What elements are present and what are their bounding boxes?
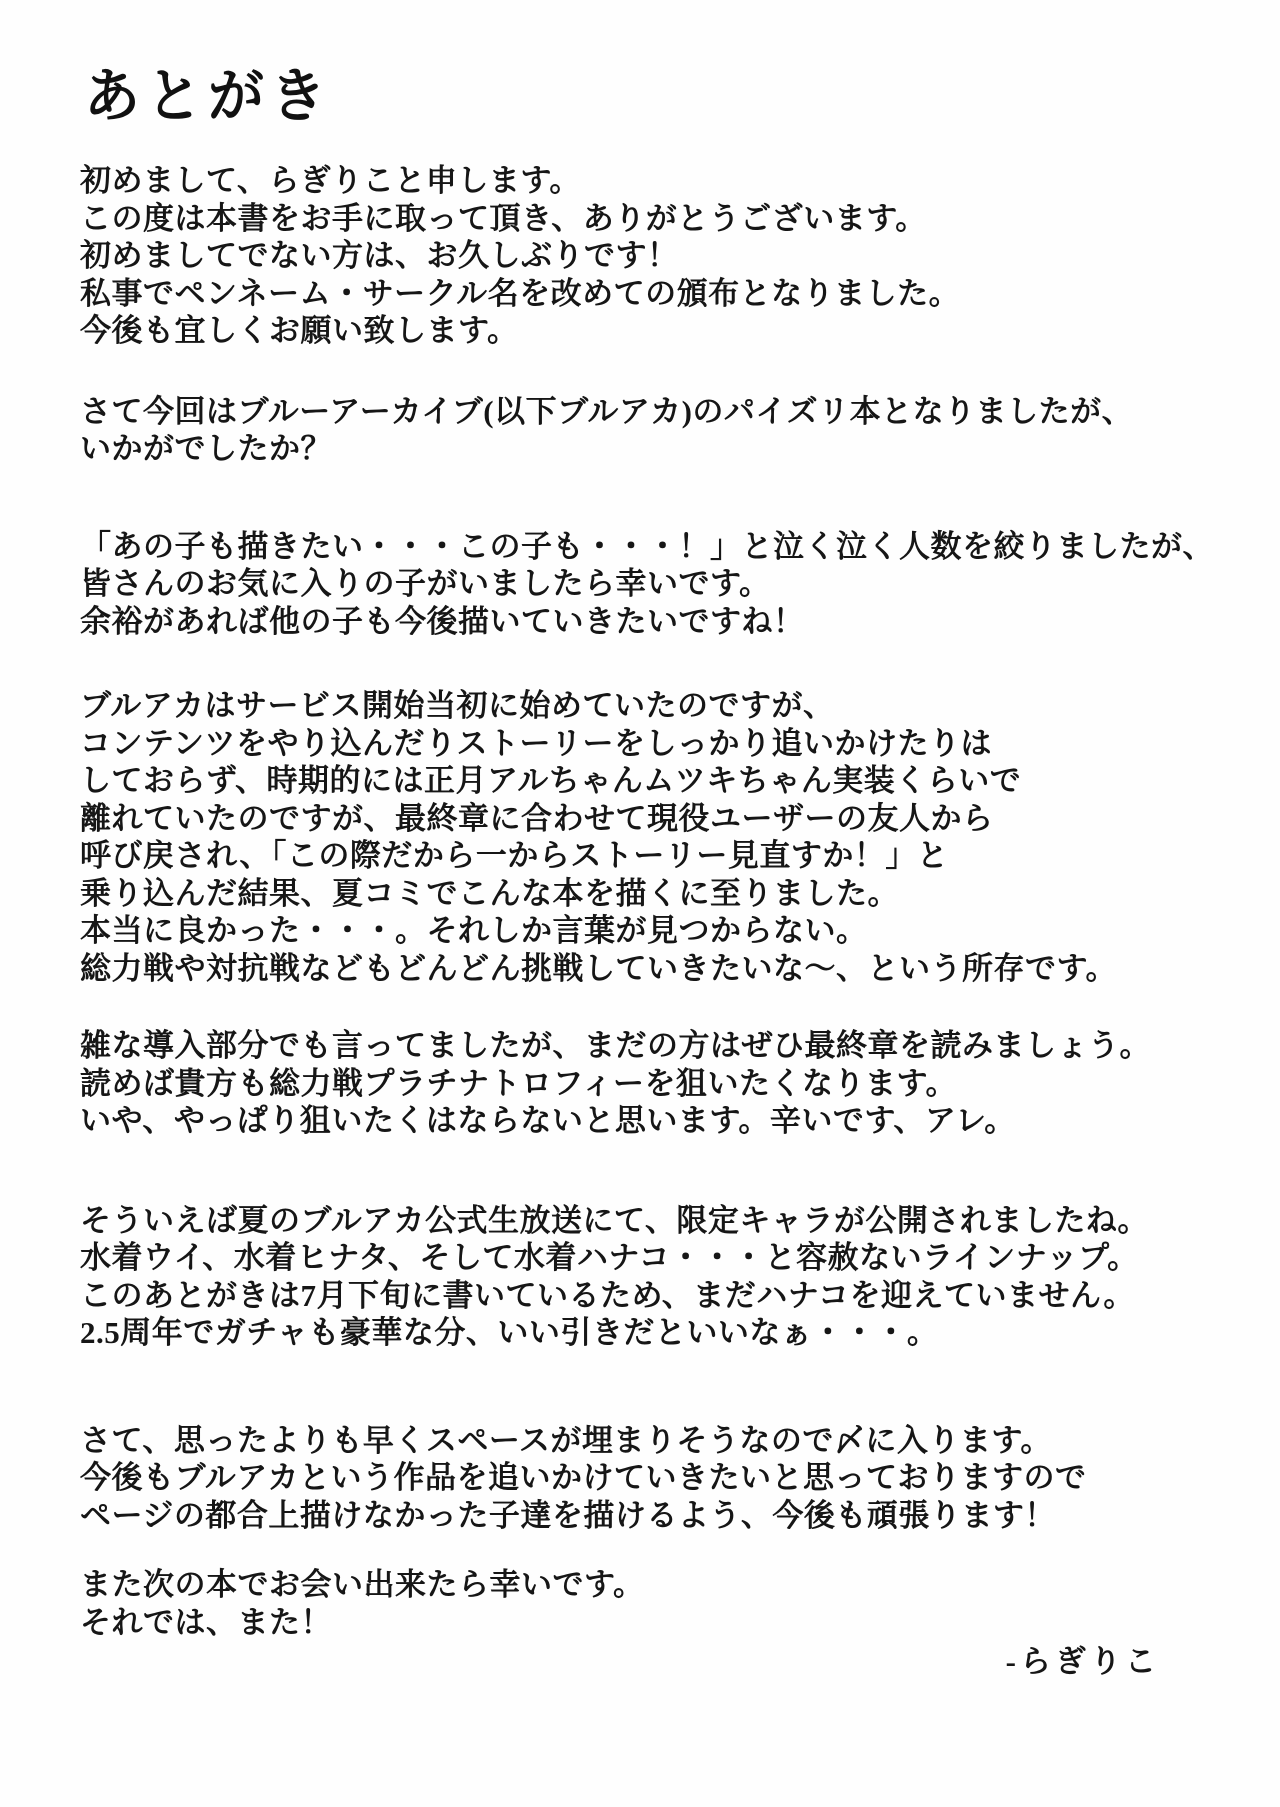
paragraph-farewell [80, 1566, 1232, 1641]
paragraph-game-history [80, 687, 1232, 987]
text-line: ページの都合上描けなかった子達を描けるよう、今後も頑張ります！ [80, 1497, 1056, 1533]
text-line: 初めまして、らぎりこと申します。 [80, 163, 581, 198]
paragraph-book-intro [80, 393, 1232, 468]
text-line: 初めましてでない方は、お久しぶりです！ [80, 238, 679, 273]
page-title: あとがき [84, 62, 332, 131]
text-line: 離れていたのですが、最終章に合わせて現役ユーザーの友人から [80, 800, 994, 836]
text-line: 2.5周年でガチャも豪華な分、いい引きだといいなぁ・・・。 [80, 1315, 939, 1350]
text-line: この度は本書をお手に取って頂き、ありがとうございます。 [80, 200, 927, 236]
text-line: 読めば貴方も総力戦プラチナトロフィーを狙いたくなります。 [80, 1065, 958, 1101]
text-line: 余裕があれば他の子も今後描いていきたいですね！ [80, 603, 805, 639]
text-line: 「あの子も描きたい・・・この子も・・・！」と泣く泣く人数を絞りましたが、 [80, 528, 1214, 564]
text-line: 今後もブルアカという作品を追いかけていきたいと思っておりますので [80, 1460, 1087, 1495]
text-line: いかがでしたか？ [80, 431, 332, 466]
text-line: 雑な導入部分でも言ってましたが、まだの方はぜひ最終章を読みましょう。 [80, 1028, 1151, 1063]
paragraph-closing [80, 1422, 1232, 1535]
paragraph-characters [80, 528, 1232, 641]
text-line: このあとがきは7月下旬に書いているため、まだハナコを迎えていません。 [80, 1277, 1135, 1313]
text-line: しておらず、時期的には正月アルちゃんムツキちゃん実装くらいで [80, 763, 1022, 798]
text-line: また次の本でお会い出来たら幸いです。 [80, 1567, 645, 1602]
author-signature: -らぎりこ [1005, 1644, 1160, 1679]
text-line: 乗り込んだ結果、夏コミでこんな本を描くに至りました。 [80, 875, 899, 911]
text-line: それでは、また！ [80, 1604, 332, 1640]
paragraph-summer-broadcast [80, 1202, 1232, 1352]
text-line: いや、やっぱり狙いたくはならないと思います。辛いです、アレ。 [80, 1103, 1016, 1138]
text-line: そういえば夏のブルアカ公式生放送にて、限定キャラが公開されましたね。 [80, 1202, 1149, 1238]
text-line: さて、思ったよりも早くスペースが埋まりそうなので〆に入ります。 [80, 1422, 1052, 1458]
text-line: ブルアカはサービス開始当初に始めていたのですが、 [80, 688, 835, 723]
paragraph-final-chapter [80, 1027, 1232, 1140]
text-line: 呼び戻され、「この際だから一からストーリー見直すか！」と [80, 838, 949, 873]
text-line: コンテンツをやり込んだりストーリーをしっかり追いかけたりは [80, 725, 992, 761]
afterword-body [80, 148, 1232, 1682]
text-line: 総力戦や対抗戦などもどんどん挑戦していきたいな～、という所存です。 [80, 950, 1118, 986]
text-line: さて今回はブルーアーカイブ(以下ブルアカ)のパイズリ本となりましたが、 [80, 393, 1134, 429]
text-line: 私事でペンネーム・サークル名を改めての頒布となりました。 [80, 275, 961, 311]
text-line: 今後も宜しくお願い致します。 [80, 313, 519, 348]
text-line: 本当に良かった・・・。それしか言葉が見つからない。 [80, 913, 868, 948]
paragraph-greeting [80, 162, 1232, 350]
text-line: 皆さんのお気に入りの子がいましたら幸いです。 [80, 566, 771, 601]
text-line: 水着ウイ、水着ヒナタ、そして水着ハナコ・・・と容赦ないラインナップ。 [80, 1240, 1139, 1275]
